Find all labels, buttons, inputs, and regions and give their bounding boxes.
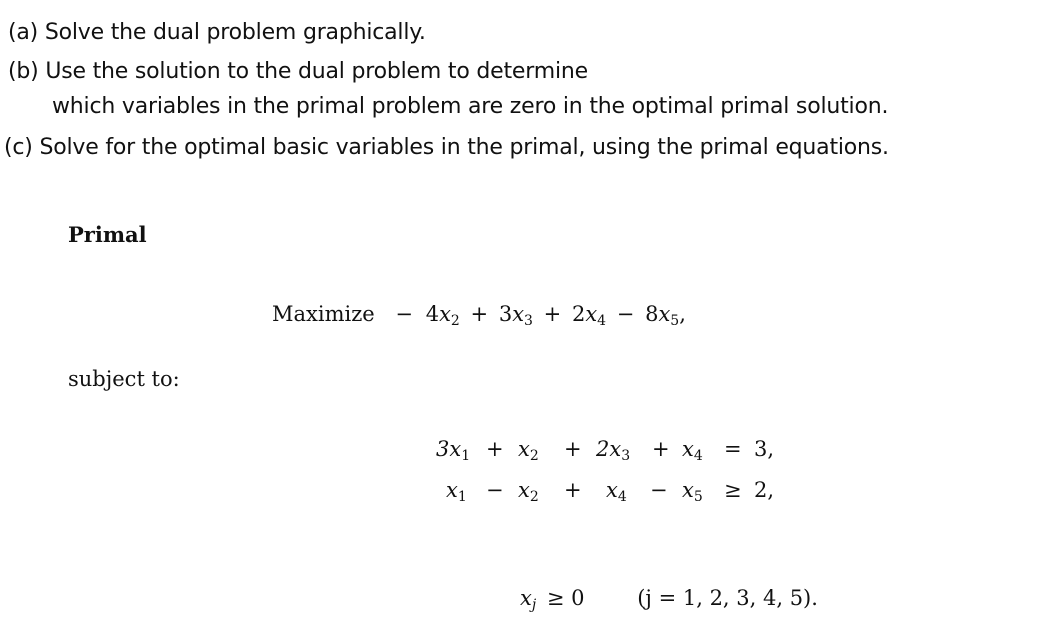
c1-op2: + xyxy=(564,437,582,461)
c1-relation: = xyxy=(724,437,742,461)
c2-rhs: 2, xyxy=(754,478,775,502)
nonneg-range: (j = 1, 2, 3, 4, 5). xyxy=(637,586,818,610)
question-b-line1: (b) Use the solution to the dual problem to determine xyxy=(8,59,588,84)
subject-to-label: subject to: xyxy=(68,367,180,391)
question-a: (a) Solve the dual problem graphically. xyxy=(8,20,426,45)
constraint-1 xyxy=(436,437,796,465)
c1-rhs: 3, xyxy=(754,437,775,461)
c1-term4: $x_4$ xyxy=(682,437,703,464)
c2-relation: ≥ xyxy=(724,478,742,502)
c1-op3: + xyxy=(652,437,670,461)
question-b-line2: which variables in the primal problem are zero in the optimal primal solution. xyxy=(52,94,889,119)
c2-op2: + xyxy=(564,478,582,502)
c2-term2: $x_2$ xyxy=(518,478,539,505)
objective-line xyxy=(272,302,686,329)
objective-label: Maximize xyxy=(272,302,375,326)
c2-op4: − xyxy=(650,478,668,502)
question-c: (c) Solve for the optimal basic variables in the primal, using the primal equations. xyxy=(4,135,889,160)
nonneg-relation: ≥ 0 xyxy=(546,586,585,610)
nonneg-variable: $x_j$ xyxy=(520,586,537,613)
primal-heading: Primal xyxy=(68,222,147,247)
constraint-2 xyxy=(436,478,796,506)
nonnegativity-line xyxy=(520,586,818,613)
c1-term2: $x_2$ xyxy=(518,437,539,464)
c1-op1: + xyxy=(486,437,504,461)
c1-term3: $2x_3$ xyxy=(596,437,631,464)
c2-op1: − xyxy=(486,478,504,502)
c2-term4: $x_4$ xyxy=(606,478,627,505)
c2-term5: $x_5$ xyxy=(682,478,703,505)
objective-expression: − $4x_2 + 3x_3 + 2x_4 - 8x_5$, xyxy=(395,302,686,329)
c2-term1: $x_1$ xyxy=(446,478,467,505)
c1-term1: $3x_1$ xyxy=(436,437,471,464)
